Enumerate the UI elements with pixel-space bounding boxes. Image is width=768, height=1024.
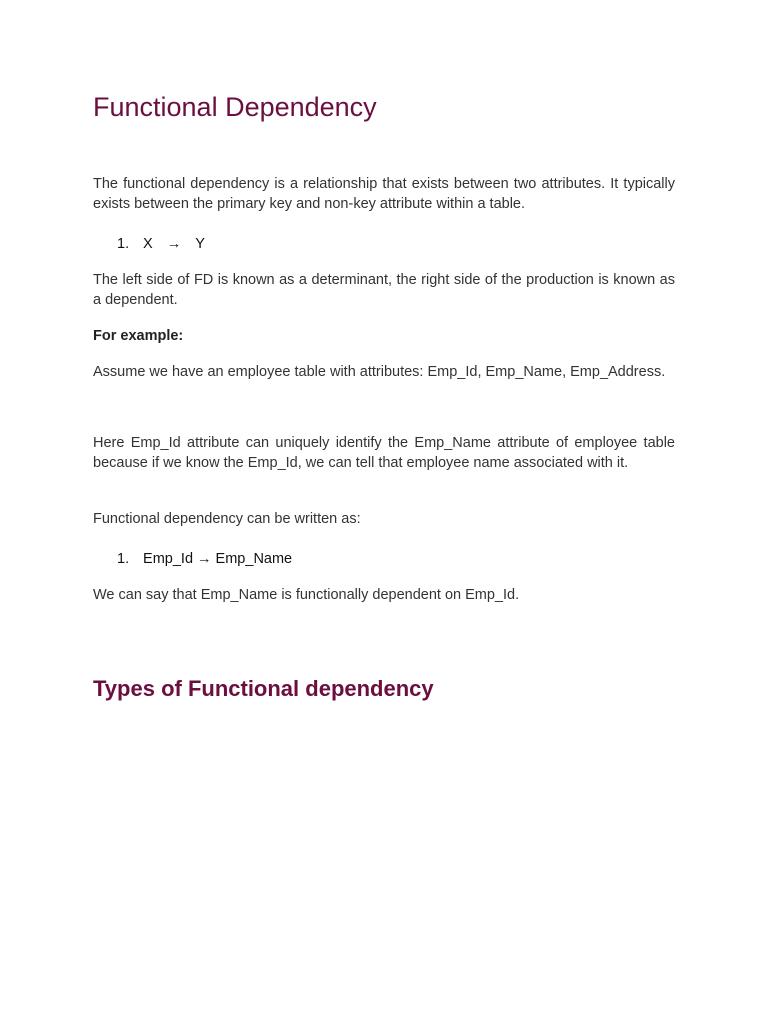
list-number: 1. <box>117 236 130 252</box>
section-heading: Types of Functional dependency <box>93 676 434 701</box>
arrow-icon: → <box>166 236 182 252</box>
list-number: 1. <box>117 551 130 567</box>
intro-paragraph: The functional dependency is a relationship that exists between two attributes. It typically exists between the primary key and non-key attribute within a table. <box>93 176 675 212</box>
assume-paragraph: Assume we have an employee table with attributes: Emp_Id, Emp_Name, Emp_Address. <box>93 364 666 380</box>
written-as-paragraph: Functional dependency can be written as: <box>93 511 361 527</box>
fd-list-item <box>117 235 205 255</box>
conclusion-paragraph: We can say that Emp_Name is functionally dependent on Emp_Id. <box>93 587 520 603</box>
explanation-paragraph: Here Emp_Id attribute can uniquely identify the Emp_Name attribute of employee table because if we know the Emp_Id, we can tell that employee name associated with it. <box>93 435 675 471</box>
fd-right-attribute: Y <box>195 236 205 252</box>
fd-example-list-item <box>117 550 292 570</box>
determinant-paragraph: The left side of FD is known as a determinant, the right side of the production is known as a dependent. <box>93 272 675 308</box>
fd-expression: Emp_Id → Emp_Name <box>143 551 293 567</box>
page-title: Functional Dependency <box>93 92 377 122</box>
example-label: For example: <box>93 328 184 344</box>
fd-left-attribute: X <box>143 236 153 252</box>
